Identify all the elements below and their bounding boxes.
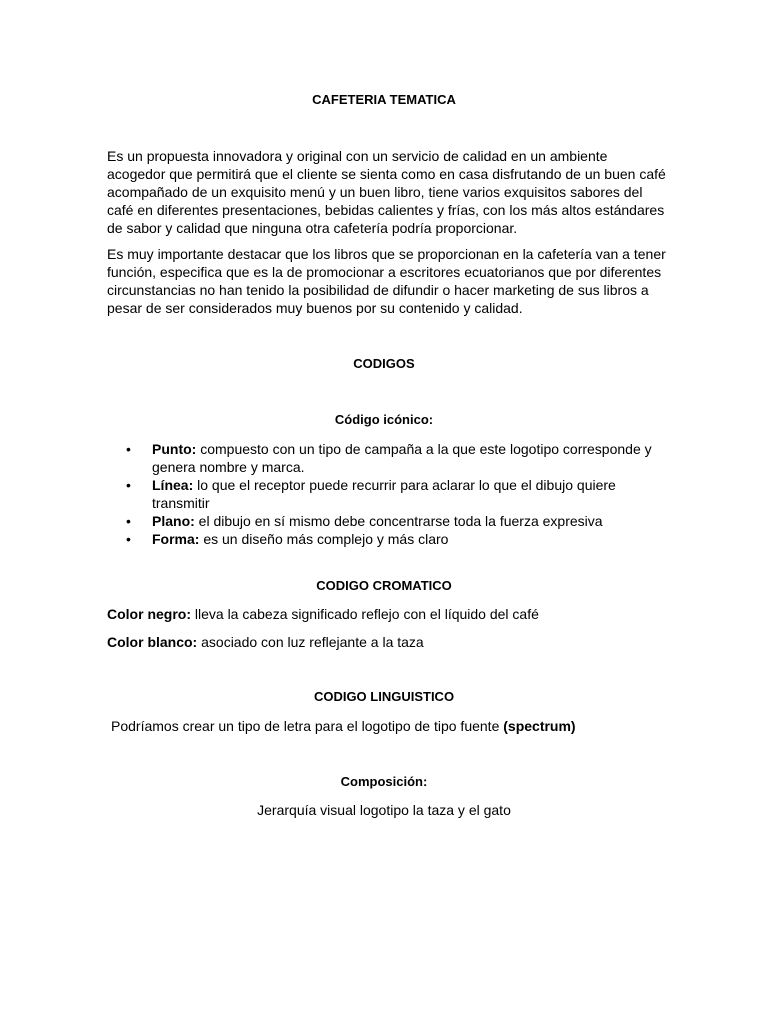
color-blanco-text: asociado con luz reflejante a la taza: [197, 634, 424, 650]
list-item-term: Punto:: [152, 441, 197, 457]
color-blanco-line: [107, 633, 667, 651]
list-item-term: Plano:: [152, 513, 195, 529]
list-item: [107, 440, 667, 476]
list-item-term: Forma:: [152, 531, 200, 547]
list-item-text: el dibujo en sí mismo debe concentrarse toda la fuerza expresiva: [194, 513, 603, 529]
codigo-linguistico-heading: CODIGO LINGUISTICO: [313, 689, 455, 704]
color-negro-term: Color negro:: [107, 606, 191, 622]
list-item-text: compuesto con un tipo de campaña a la que este logotipo corresponde y genera nombre y marca.: [152, 441, 652, 475]
document-title: CAFETERIA TEMATICA: [312, 92, 456, 107]
codigos-heading: CODIGOS: [353, 356, 415, 371]
list-item: [107, 530, 667, 548]
color-blanco-term: Color blanco:: [107, 634, 198, 650]
bullet-icon: •: [126, 441, 131, 457]
list-item-text: es un diseño más complejo y más claro: [199, 531, 449, 547]
list-item: [107, 476, 667, 512]
codigo-iconico-heading: Código icónico:: [334, 412, 434, 427]
codigo-cromatico-heading: CODIGO CROMATICO: [316, 578, 452, 593]
books-paragraph: Es muy importante destacar que los libros que se proporcionan en la cafetería van a tener función, especifica que es la de promocionar a escritores ecuatorianos que por diferentes circunstancias no han tenido la posibilidad de difundir o hacer marketing de sus libros a pesar de ser considerados muy buenos por su contenido y calidad.: [107, 246, 666, 316]
bullet-icon: •: [126, 531, 131, 547]
codigo-iconico-list: [107, 440, 667, 548]
color-negro-line: [107, 605, 667, 623]
linguistico-line: [111, 717, 711, 735]
bullet-icon: •: [126, 513, 131, 529]
list-item: [107, 512, 667, 530]
color-negro-text: lleva la cabeza significado reflejo con el líquido del café: [191, 606, 539, 622]
list-item-text: lo que el receptor puede recurrir para aclarar lo que el dibujo quiere transmitir: [152, 477, 616, 511]
bullet-icon: •: [126, 477, 131, 493]
linguistico-text: Podríamos crear un tipo de letra para el logotipo de tipo fuente: [111, 718, 504, 734]
composicion-text: Jerarquía visual logotipo la taza y el gato: [257, 802, 511, 818]
list-item-term: Línea:: [152, 477, 194, 493]
linguistico-emphasis: (spectrum): [503, 718, 576, 734]
intro-paragraph: Es un propuesta innovadora y original con un servicio de calidad en un ambiente acogedor que permitirá que el cliente se sienta como en casa disfrutando de un buen café acompañado de un exquisito menú y un buen libro, tiene varios exquisitos sabores del café en diferentes presentaciones, bebidas calientes y frías, con los más altos estándares de sabor y calidad que ninguna otra cafetería podría proporcionar.: [107, 148, 666, 236]
composicion-heading: Composición:: [340, 774, 428, 789]
